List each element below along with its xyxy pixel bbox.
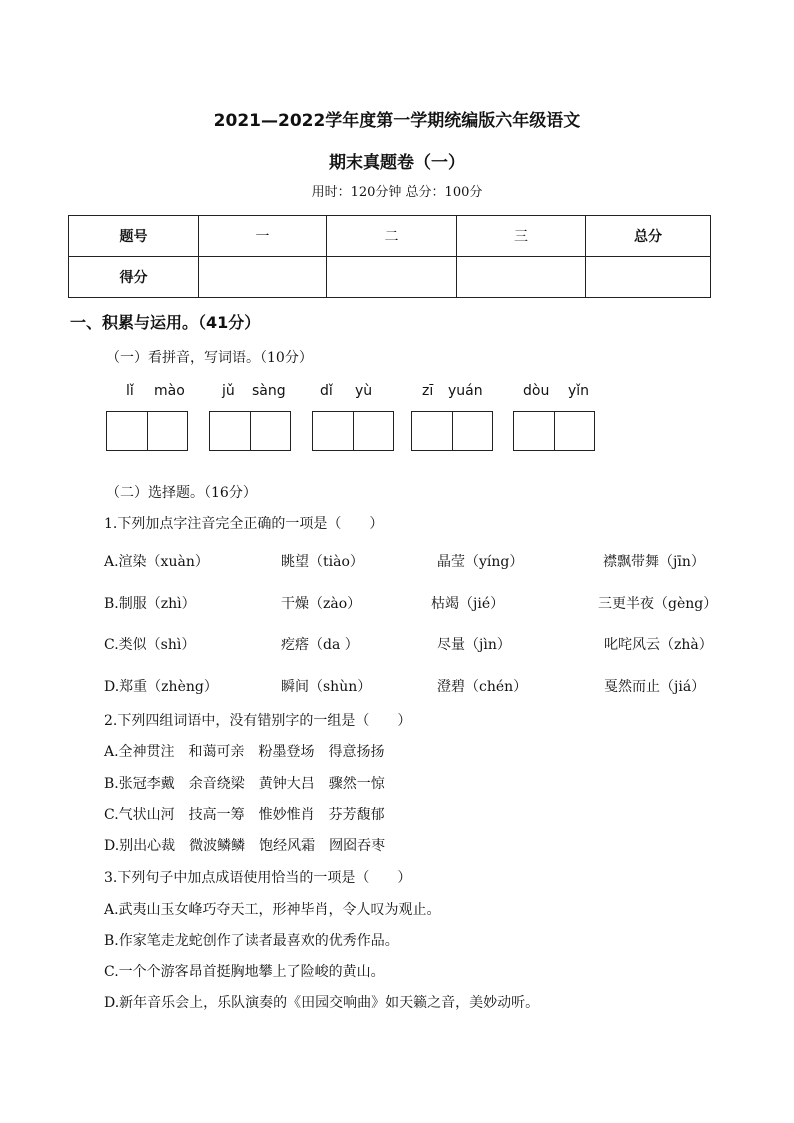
score-header-cell: 题号 bbox=[69, 216, 199, 257]
pinyin-syllable: jǔ bbox=[222, 383, 235, 399]
q1-option-cell: 晶莹（yíng） bbox=[437, 554, 524, 570]
writing-cell[interactable] bbox=[313, 412, 353, 450]
pinyin-syllable: dǐ bbox=[320, 383, 333, 399]
score-header-cell: 一 bbox=[199, 216, 327, 257]
exam-subtitle: 期末真题卷（一） bbox=[329, 153, 465, 173]
writing-cell[interactable] bbox=[554, 412, 594, 450]
writing-cell[interactable] bbox=[147, 412, 187, 450]
score-cell[interactable] bbox=[327, 257, 457, 298]
q1-option-cell: 疙瘩（da ） bbox=[281, 637, 359, 653]
question-2-stem: 2.下列四组词语中，没有错别字的一组是（ ） bbox=[104, 713, 412, 729]
writing-box-pair[interactable] bbox=[106, 411, 188, 451]
q1-option-cell: 枯竭（jié） bbox=[431, 596, 505, 612]
part-2-title: （二）选择题。（16分） bbox=[106, 485, 257, 501]
q1-option-cell: 干燥（zào） bbox=[281, 596, 362, 612]
pinyin-syllable: zī bbox=[422, 383, 434, 399]
writing-box-pair[interactable] bbox=[209, 411, 291, 451]
q3-option: D.新年音乐会上，乐队演奏的《田园交响曲》如天籁之音，美妙动听。 bbox=[104, 995, 540, 1011]
q2-option: B.张冠李戴 余音绕梁 黄钟大吕 骤然一惊 bbox=[104, 776, 385, 792]
writing-box-pair[interactable] bbox=[411, 411, 493, 451]
q1-option-cell: 叱咤风云（zhà） bbox=[604, 637, 713, 653]
pinyin-syllable: yuán bbox=[448, 383, 483, 399]
q1-option-cell: D.郑重（zhèng） bbox=[104, 679, 218, 695]
q1-option-cell: 瞬间（shùn） bbox=[281, 679, 372, 695]
exam-title: 2021—2022学年度第一学期统编版六年级语文 bbox=[213, 111, 581, 131]
writing-cell[interactable] bbox=[353, 412, 393, 450]
q1-option-cell: 眺望（tiào） bbox=[281, 554, 364, 570]
pinyin-syllable: yù bbox=[355, 383, 373, 399]
score-table bbox=[68, 215, 711, 298]
writing-box-pair[interactable] bbox=[513, 411, 595, 451]
question-3-stem: 3.下列句子中加点成语使用恰当的一项是（ ） bbox=[104, 870, 412, 886]
q1-option-cell: 尽量（jìn） bbox=[437, 637, 511, 653]
q1-option-cell: B.制服（zhì） bbox=[104, 596, 196, 612]
pinyin-syllable: yǐn bbox=[568, 383, 590, 399]
q3-option: A.武夷山玉女峰巧夺天工，形神毕肖，令人叹为观止。 bbox=[104, 902, 441, 918]
score-header-cell: 三 bbox=[457, 216, 586, 257]
score-header-cell: 二 bbox=[327, 216, 457, 257]
q2-option: C.气状山河 技高一筹 惟妙惟肖 芬芳馥郁 bbox=[104, 807, 385, 823]
writing-cell[interactable] bbox=[210, 412, 250, 450]
pinyin-syllable: lǐ bbox=[126, 383, 134, 399]
score-cell[interactable] bbox=[199, 257, 327, 298]
part-1-title: （一）看拼音，写词语。（10分） bbox=[106, 350, 313, 366]
q1-option-cell: 襟飘带舞（jīn） bbox=[603, 554, 705, 570]
pinyin-syllable: dòu bbox=[523, 383, 550, 399]
q3-option: C.一个个游客昂首挺胸地攀上了险峻的黄山。 bbox=[104, 964, 385, 980]
score-cell[interactable] bbox=[457, 257, 586, 298]
writing-cell[interactable] bbox=[250, 412, 290, 450]
q3-option: B.作家笔走龙蛇创作了读者最喜欢的优秀作品。 bbox=[104, 933, 399, 949]
q1-option-cell: 三更半夜（gèng） bbox=[598, 596, 718, 612]
q2-option: A.全神贯注 和蔼可亲 粉墨登场 得意扬扬 bbox=[104, 744, 385, 760]
pinyin-syllable: sàng bbox=[252, 383, 286, 399]
score-table-score-row bbox=[69, 257, 711, 298]
section-1-title: 一、积累与运用。（41分） bbox=[70, 313, 261, 332]
q1-option-cell: 戛然而止（jiá） bbox=[604, 679, 706, 695]
pinyin-syllable: mào bbox=[154, 383, 185, 399]
q1-option-cell: C.类似（shì） bbox=[104, 637, 196, 653]
score-table-header-row bbox=[69, 216, 711, 257]
writing-cell[interactable] bbox=[514, 412, 554, 450]
q1-option-cell: 澄碧（chén） bbox=[437, 679, 528, 695]
score-row-label: 得分 bbox=[69, 257, 199, 298]
score-header-cell: 总分 bbox=[586, 216, 711, 257]
writing-box-pair[interactable] bbox=[312, 411, 394, 451]
exam-meta: 用时：120分钟 总分：100分 bbox=[311, 185, 483, 200]
question-1-stem: 1.下列加点字注音完全正确的一项是（ ） bbox=[104, 516, 384, 532]
writing-cell[interactable] bbox=[107, 412, 147, 450]
q2-option: D.别出心裁 微波鳞鳞 饱经风霜 囫囵吞枣 bbox=[104, 838, 386, 854]
writing-cell[interactable] bbox=[452, 412, 492, 450]
writing-cell[interactable] bbox=[412, 412, 452, 450]
score-cell[interactable] bbox=[586, 257, 711, 298]
q1-option-cell: A.渲染（xuàn） bbox=[104, 554, 209, 570]
